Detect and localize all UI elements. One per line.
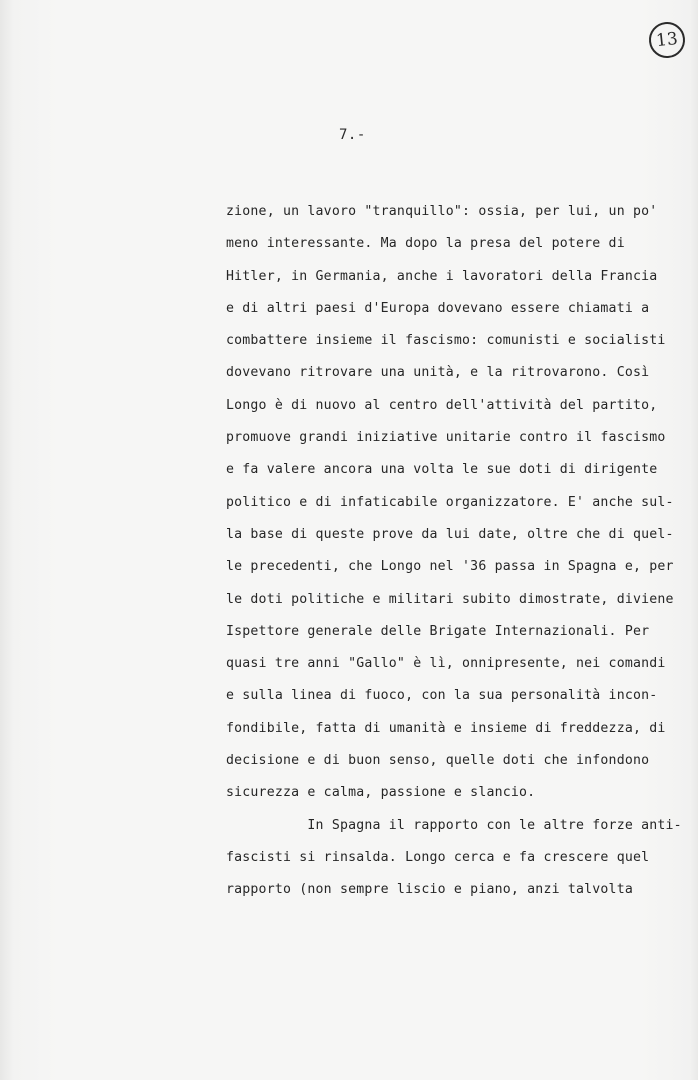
page-number: 7.- [339,127,366,143]
text-line: politico e di infaticabile organizzatore. E' anche sul- [226,494,674,510]
text-line: e sulla linea di fuoco, con la sua personalità incon- [226,688,658,704]
text-line: la base di queste prove da lui date, oltre che di quel- [226,526,674,542]
text-line: combattere insieme il fascismo: comunisti e socialisti [226,333,666,349]
text-line: fascisti si rinsalda. Longo cerca e fa crescere quel [226,849,650,865]
body-text [226,202,682,913]
text-line: Ispettore generale delle Brigate Internazionali. Per [226,623,650,639]
text-line: zione, un lavoro "tranquillo": ossia, per lui, un po' [226,204,658,219]
text-line: decisione e di buon senso, quelle doti che infondono [226,753,650,769]
text-line: promuove grandi iniziative unitarie contro il fascismo [226,430,666,446]
text-line: In Spagna il rapporto con le altre forze anti- [226,817,682,833]
text-line: meno interessante. Ma dopo la presa del potere di [226,236,625,252]
text-line: le precedenti, che Longo nel '36 passa in Spagna e, per [226,559,674,575]
text-line: sicurezza e calma, passione e slancio. [226,785,536,801]
text-line: dovevano ritrovare una unità, e la ritrovarono. Così [226,365,650,381]
text-line: Longo è di nuovo al centro dell'attività del partito, [226,397,658,413]
text-line: fondibile, fatta di umanità e insieme di freddezza, di [226,720,666,736]
text-line: le doti politiche e militari subito dimostrate, diviene [226,591,674,607]
text-line: e fa valere ancora una volta le sue doti di dirigente [226,462,658,478]
text-line: Hitler, in Germania, anche i lavoratori della Francia [226,268,658,284]
text-line: e di altri paesi d'Europa dovevano essere chiamati a [226,300,650,316]
page-stamp: 13 [647,20,687,60]
text-line: quasi tre anni "Gallo" è lì, onnipresente, nei comandi [226,656,666,672]
text-line: rapporto (non sempre liscio e piano, anzi talvolta [226,882,633,898]
